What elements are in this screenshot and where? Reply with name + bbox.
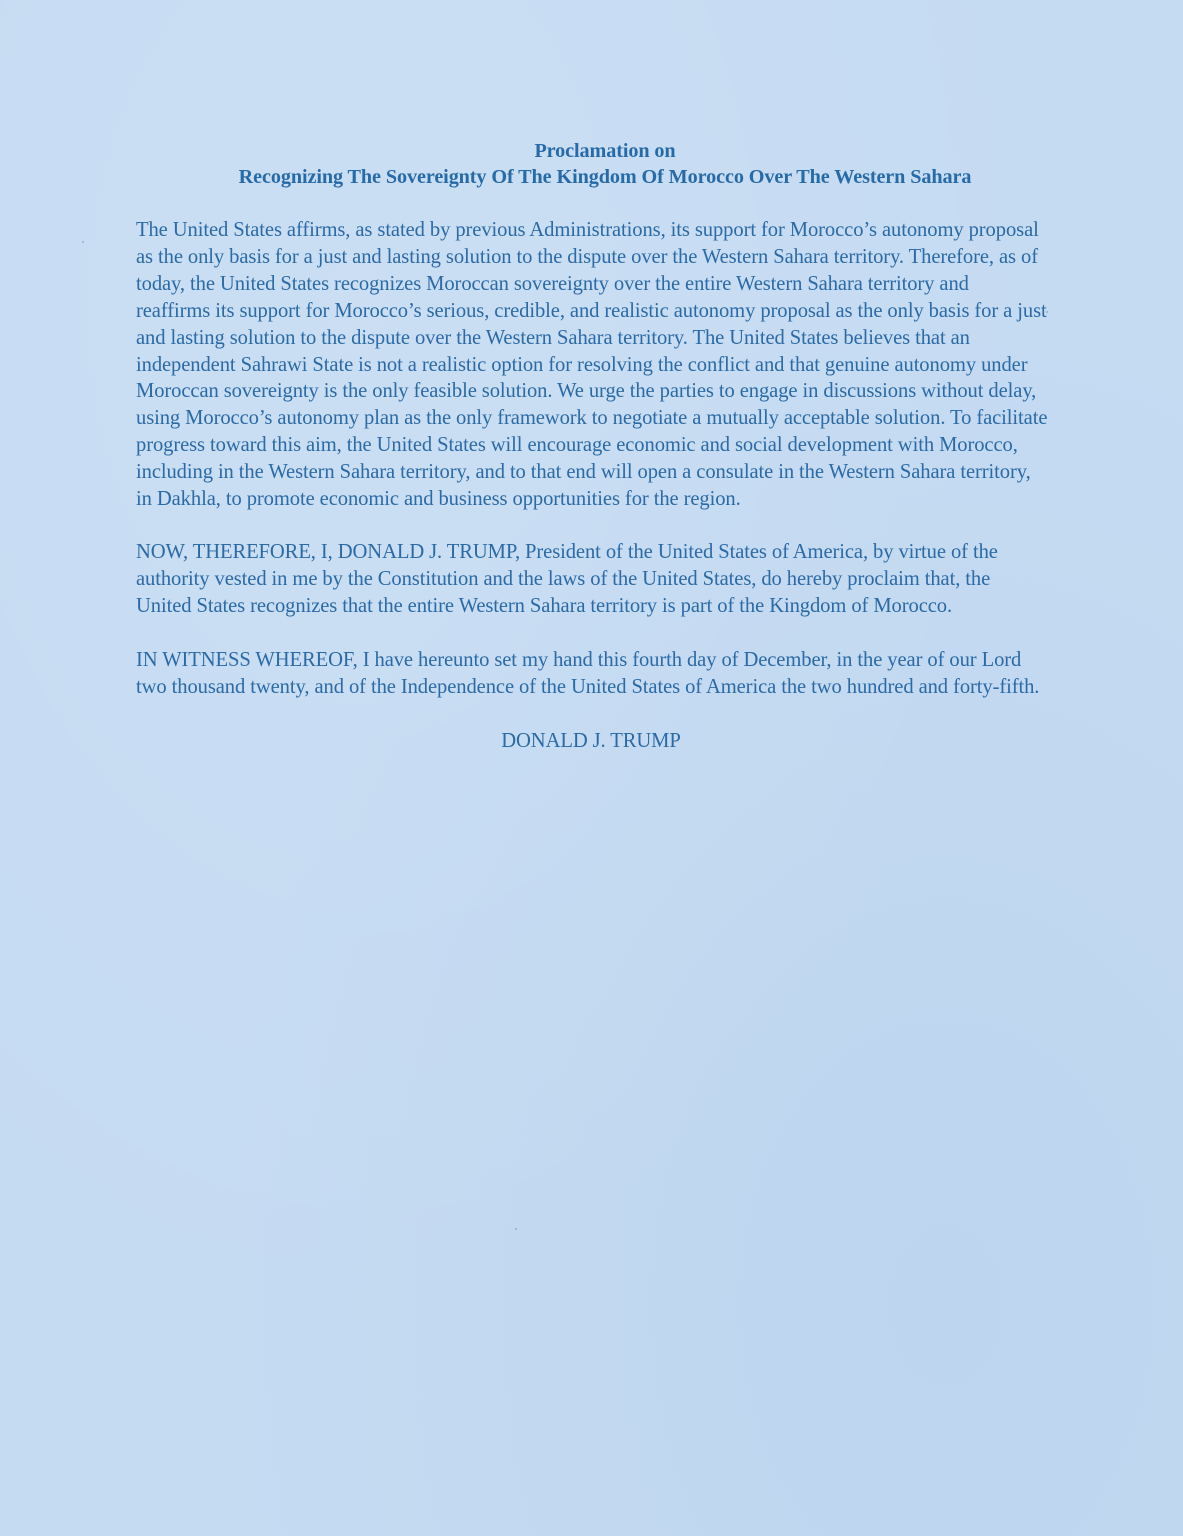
paper-speck (82, 241, 84, 243)
paragraph-proclamation: NOW, THEREFORE, I, DONALD J. TRUMP, President of the United States of America, by virtue of the authority vested in me by the Constitution and the laws of the United States, do hereby proclaim that, the United States recognizes that the entire Western Sahara territory is part of the Kingdom of Morocco. (136, 540, 998, 617)
title-line-2: Recognizing The Sovereignty Of The Kingdom Of Morocco Over The Western Sahara (238, 166, 972, 188)
paragraph-recognition: The United States affirms, as stated by previous Administrations, its support for Morocco’s autonomy proposal as the only basis for a just and lasting solution to the dispute over the Western Sahara territory. Therefore, as of today, the United States recognizes Moroccan sovereignty over the entire Western Sahara territory and reaffirms its support for Morocco’s serious, credible, and realistic autonomy proposal as the only basis for a just and lasting solution to the dispute over the Western Sahara territory. The United States believes that an independent Sahrawi State is not a realistic option for resolving the conflict and that genuine autonomy under Moroccan sovereignty is the only feasible solution. We urge the parties to engage in discussions without delay, using Morocco’s autonomy plan as the only framework to negotiate a mutually acceptable solution. To facilitate progress toward this aim, the United States will encourage economic and social development with Morocco, including in the Western Sahara territory, and to that end will open a consulate in the Western Sahara territory, in Dakhla, to promote economic and business opportunities for the region. (136, 219, 1048, 511)
proclamation-document (136, 138, 1048, 754)
paragraph-witness: IN WITNESS WHEREOF, I have hereunto set my hand this fourth day of December, in the year of our Lord two thousand twenty, and of the Independence of the United States of America the two hundred and forty-fifth. (136, 648, 1040, 698)
document-title (132, 138, 1078, 190)
title-line-1: Proclamation on (534, 140, 676, 162)
paper-speck (515, 1228, 517, 1230)
signature-name: DONALD J. TRUMP (501, 729, 681, 752)
paper-speck (1046, 311, 1048, 313)
